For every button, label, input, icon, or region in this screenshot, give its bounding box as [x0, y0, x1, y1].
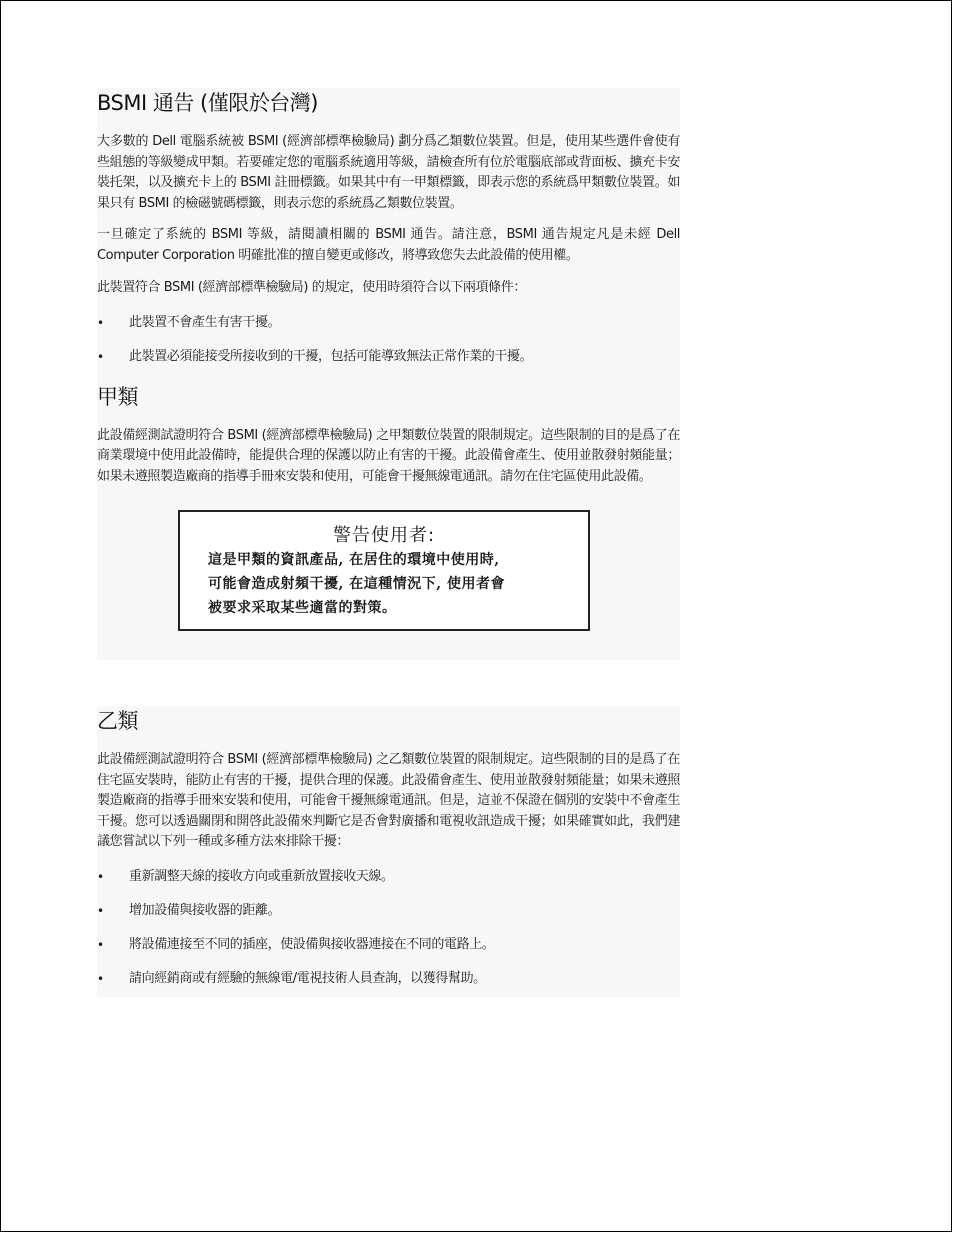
warning-box [178, 510, 590, 631]
class-b-heading: 乙類 [97, 709, 138, 733]
list-item [97, 347, 680, 367]
bullet-icon: • [97, 937, 104, 952]
warning-text: 這是甲類的資訊產品, 在居住的環境中使用時, 可能會造成射頻干擾, 在這種情況下, 使用者會 被要求采取某些適當的對策。 [208, 552, 505, 616]
warning-area [97, 510, 680, 660]
list-item-text: 請向經銷商或有經驗的無線電/電視技術人員查詢，以獲得幫助。 [129, 970, 486, 986]
bsmi-heading: BSMI 通告 (僅限於台灣) [97, 91, 318, 115]
list-item [97, 935, 680, 955]
list-item [97, 969, 680, 989]
class-a-section [97, 382, 680, 661]
list-item-text: 重新調整天線的接收方向或重新放置接收天線。 [129, 868, 394, 884]
bsmi-section [97, 88, 680, 382]
list-item [97, 313, 680, 333]
class-b-paragraph: 此設備經測試證明符合 BSMI (經濟部標準檢驗局) 之乙類數位裝置的限制規定。這些限制的目的是爲了在住宅區安裝時，能防止有害的干擾，提供合理的保護。此設備會產生、使用並散發射頻能量；如果未遵照製造廠商的指導手冊來安裝和使用，可能會干擾無線電通訊。但是，這並不保證在個別的安裝中不會產生干擾。您可以透過關閉和開啓此設備來判斷它是否會對廣播和電視收訊造成干擾；如果確實如此，我們建議您嘗試以下列一種或多種方法來排除干擾： [97, 752, 680, 849]
bsmi-paragraph-3: 此裝置符合 BSMI (經濟部標準檢驗局) 的規定，使用時須符合以下兩項條件： [97, 280, 526, 295]
list-item-text: 此裝置必須能接受所接收到的干擾，包括可能導致無法正常作業的干擾。 [129, 348, 533, 364]
bsmi-paragraph-1: 大多數的 Dell 電腦系統被 BSMI (經濟部標準檢驗局) 劃分爲乙類數位裝置。但是，使用某些選件會使有些組態的等級變成甲類。若要確定您的電腦系統適用等級，請檢查所有位於電腦底部或背面板、擴充卡安裝托架，以及擴充卡上的 BSMI 註冊標籤。如果其中有一甲類標籤，即表示您的系統爲甲類數位裝置。如果只有 BSMI 的檢磁號碼標籤，則表示您的系統爲乙類數位裝置。 [97, 134, 680, 211]
warning-title: 警告使用者: [332, 525, 436, 546]
list-item-text: 增加設備與接收器的距離。 [129, 902, 281, 918]
bullet-icon: • [97, 869, 104, 884]
class-a-paragraph: 此設備經測試證明符合 BSMI (經濟部標準檢驗局) 之甲類數位裝置的限制規定。這些限制的目的是爲了在商業環境中使用此設備時，能提供合理的保護以防止有害的干擾。此設備會產生、使用並散發射頻能量；如果未遵照製造廠商的指導手冊來安裝和使用，可能會干擾無線電通訊。請勿在住宅區使用此設備。 [97, 427, 680, 484]
class-a-heading: 甲類 [97, 384, 138, 409]
class-b-remedies-list [97, 867, 680, 989]
document-content [97, 88, 680, 997]
bullet-icon: • [97, 971, 104, 986]
list-item-text: 此裝置不會產生有害干擾。 [129, 314, 281, 330]
bullet-icon: • [97, 315, 104, 330]
bullet-icon: • [97, 903, 104, 918]
list-item-text: 將設備連接至不同的插座，使設備與接收器連接在不同的電路上。 [129, 936, 495, 952]
bullet-icon: • [97, 349, 104, 364]
bsmi-paragraph-2: 一旦確定了系統的 BSMI 等級，請閱讀相關的 BSMI 通告。請注意，BSMI 通告規定凡是未經 Dell Computer Corporation 明確批准的擅自變更或修改，將導致您失去此設備的使用權。 [97, 227, 680, 263]
bsmi-conditions-list [97, 313, 680, 367]
list-item [97, 901, 680, 921]
list-item [97, 867, 680, 887]
class-b-section [97, 706, 680, 997]
